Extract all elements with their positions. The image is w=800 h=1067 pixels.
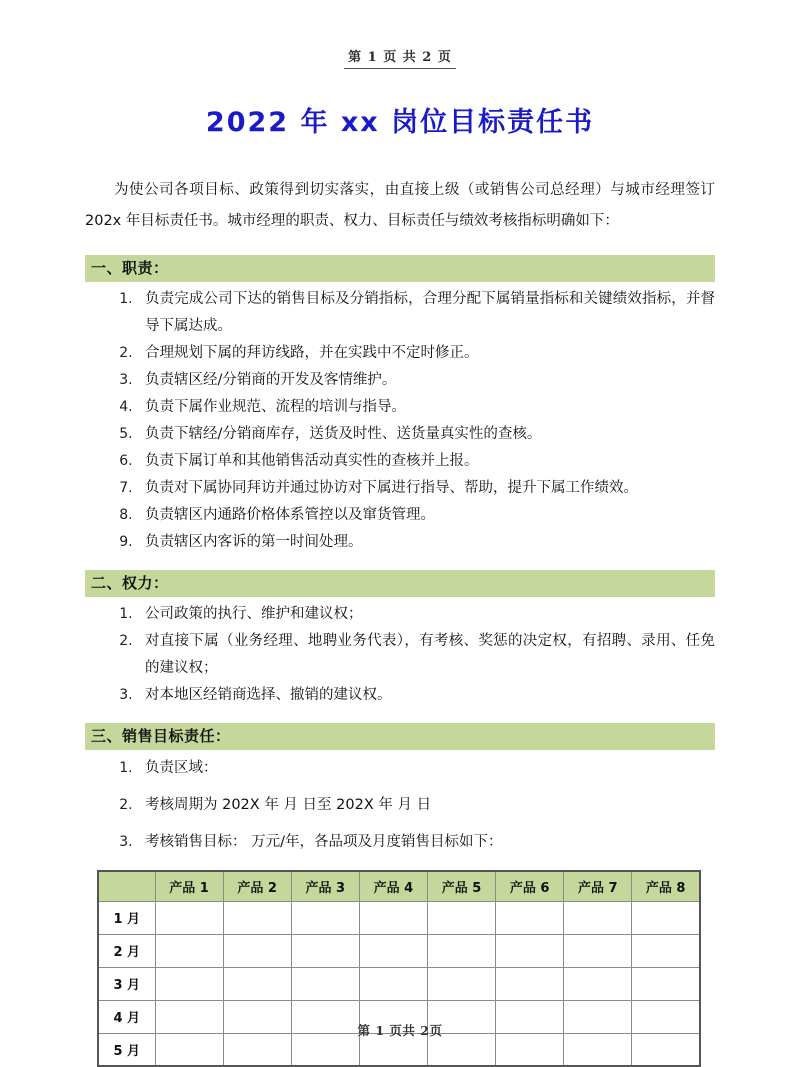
table-cell[interactable] xyxy=(564,934,632,967)
table-cell[interactable] xyxy=(632,901,700,934)
row-label: 2 月 xyxy=(98,934,155,967)
table-row xyxy=(98,901,700,934)
table-head xyxy=(98,871,700,901)
table-cell[interactable] xyxy=(564,901,632,934)
row-label: 3 月 xyxy=(98,967,155,1000)
table-cell[interactable] xyxy=(291,967,359,1000)
list-item: 1. 公司政策的执行、维护和建议权； xyxy=(137,601,715,628)
table-col-header: 产品 4 xyxy=(359,871,427,901)
page-indicator-top: 第 1 页 共 2 页 xyxy=(344,46,456,69)
page-indicator-bottom: 第 1 页共 2页 xyxy=(357,1023,443,1038)
row-label: 5 月 xyxy=(98,1033,155,1066)
table-row xyxy=(98,934,700,967)
table-cell[interactable] xyxy=(359,934,427,967)
table-body xyxy=(98,901,700,1066)
page-title: 2022 年 xx 岗位目标责任书 xyxy=(205,107,595,138)
authority-list xyxy=(85,601,715,709)
table-cell[interactable] xyxy=(155,901,223,934)
list-item: 3. 负责辖区经/分销商的开发及客情维护。 xyxy=(137,367,715,394)
sales-target-list xyxy=(85,754,715,856)
list-item: 1. 负责区域： xyxy=(137,754,715,782)
intro-paragraph: 为使公司各项目标、政策得到切实落实，由直接上级（或销售公司总经理）与城市经理签订 202x 年目标责任书。城市经理的职责、权力、目标责任与绩效考核指标明确如下： xyxy=(85,182,715,229)
table-cell[interactable] xyxy=(359,901,427,934)
section-heading-duties: 一、职责： xyxy=(85,255,715,282)
list-item: 3. 对本地区经销商选择、撤销的建议权。 xyxy=(137,682,715,709)
table-cell[interactable] xyxy=(428,967,496,1000)
row-label: 4 月 xyxy=(98,1000,155,1033)
table-col-header: 产品 5 xyxy=(428,871,496,901)
list-item: 2. 对直接下属（业务经理、地聘业务代表），有考核、奖惩的决定权，有招聘、录用、任免的建议权； xyxy=(137,628,715,682)
list-item: 9. 负责辖区内客诉的第一时间处理。 xyxy=(137,529,715,556)
list-item: 8. 负责辖区内通路价格体系管控以及窜货管理。 xyxy=(137,502,715,529)
document-body xyxy=(85,175,715,1067)
table-col-header: 产品 6 xyxy=(496,871,564,901)
table-cell[interactable] xyxy=(496,901,564,934)
table-cell[interactable] xyxy=(223,967,291,1000)
table-cell[interactable] xyxy=(155,934,223,967)
list-item: 1. 负责完成公司下达的销售目标及分销指标，合理分配下属销量指标和关键绩效指标，并督导下属达成。 xyxy=(137,286,715,340)
table-col-header: 产品 7 xyxy=(564,871,632,901)
section-heading-sales-target: 三、销售目标责任： xyxy=(85,723,715,750)
table-cell[interactable] xyxy=(632,967,700,1000)
duties-list xyxy=(85,286,715,556)
table-cell[interactable] xyxy=(291,934,359,967)
table-cell[interactable] xyxy=(291,901,359,934)
list-item: 2. 考核周期为 202X 年 月 日至 202X 年 月 日 xyxy=(137,791,715,819)
table-cell[interactable] xyxy=(496,967,564,1000)
list-item: 2. 合理规划下属的拜访线路，并在实践中不定时修正。 xyxy=(137,340,715,367)
list-item: 6. 负责下属订单和其他销售活动真实性的查核并上报。 xyxy=(137,448,715,475)
table-cell[interactable] xyxy=(359,967,427,1000)
table-cell[interactable] xyxy=(223,934,291,967)
table-cell[interactable] xyxy=(496,934,564,967)
table-corner-cell xyxy=(98,871,155,901)
row-label: 1 月 xyxy=(98,901,155,934)
list-item: 5. 负责下辖经/分销商库存，送货及时性、送货量真实性的查核。 xyxy=(137,421,715,448)
table-col-header: 产品 1 xyxy=(155,871,223,901)
list-item: 3. 考核销售目标： 万元/年，各品项及月度销售目标如下： xyxy=(137,828,715,856)
table-col-header: 产品 3 xyxy=(291,871,359,901)
table-header-row xyxy=(98,871,700,901)
running-header xyxy=(0,46,800,69)
table-cell[interactable] xyxy=(428,934,496,967)
table-col-header: 产品 2 xyxy=(223,871,291,901)
list-item: 4. 负责下属作业规范、流程的培训与指导。 xyxy=(137,394,715,421)
table-col-header: 产品 8 xyxy=(632,871,700,901)
table-cell[interactable] xyxy=(564,967,632,1000)
section-heading-authority: 二、权力： xyxy=(85,570,715,597)
table-cell[interactable] xyxy=(223,901,291,934)
table-cell[interactable] xyxy=(155,967,223,1000)
table-row xyxy=(98,967,700,1000)
table-cell[interactable] xyxy=(428,901,496,934)
list-item: 7. 负责对下属协同拜访并通过协访对下属进行指导、帮助，提升下属工作绩效。 xyxy=(137,475,715,502)
table-cell[interactable] xyxy=(632,934,700,967)
